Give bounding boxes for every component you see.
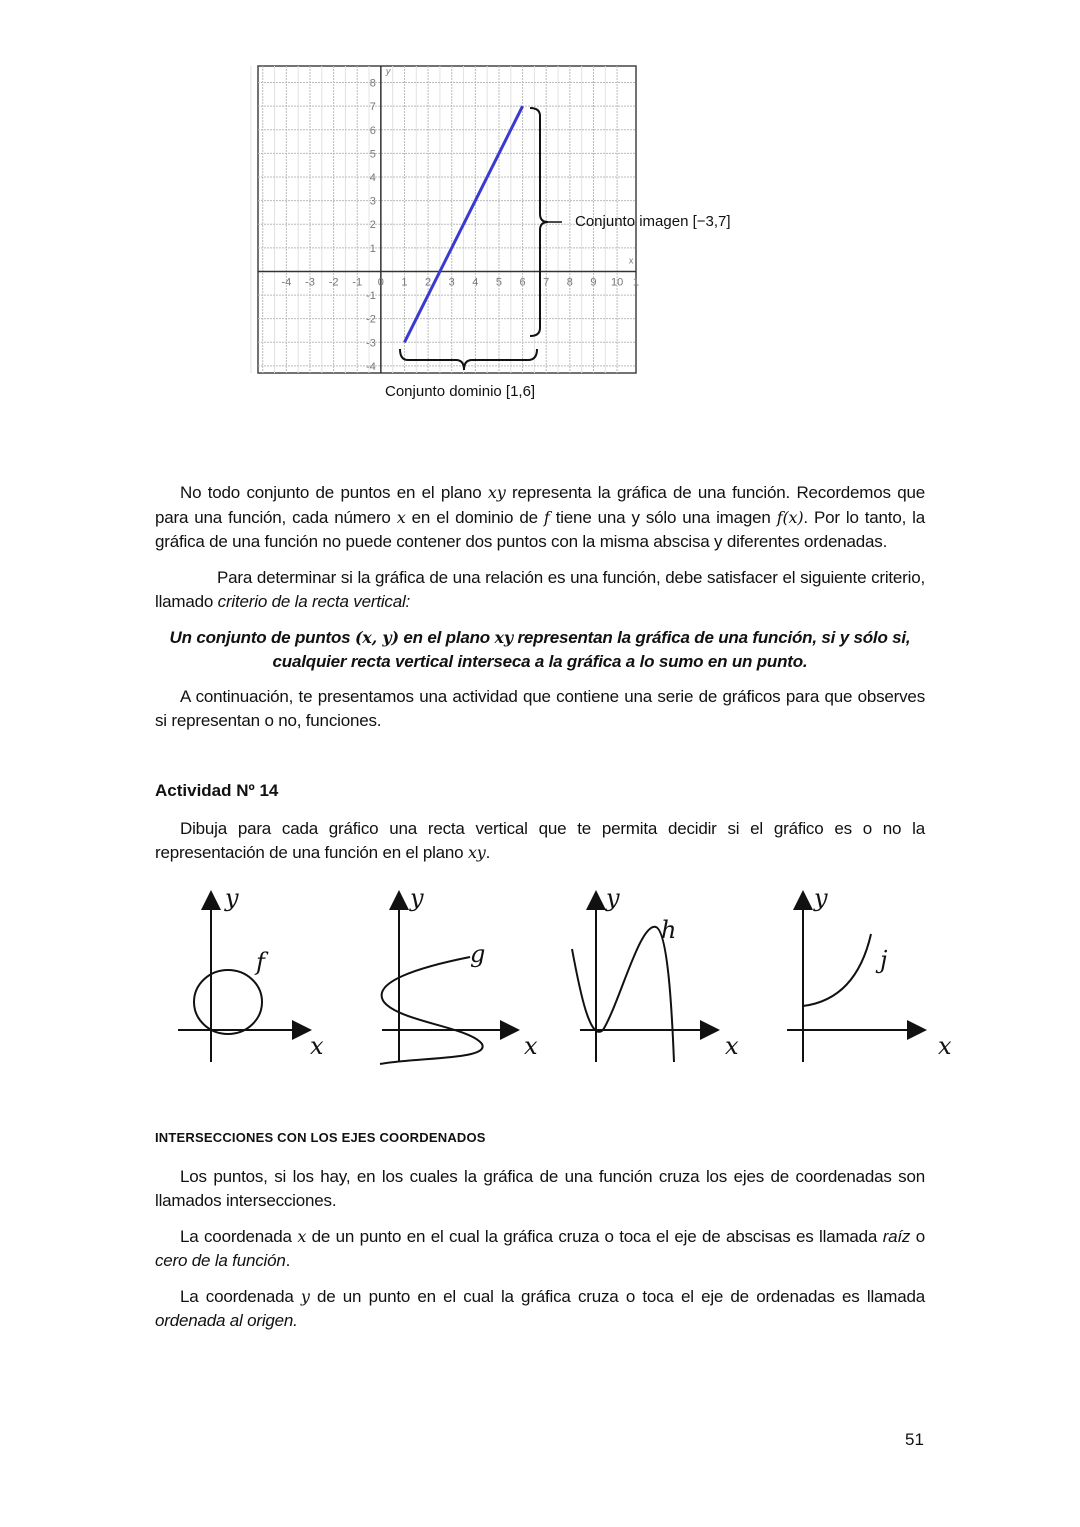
graph-g-xlabel: x [524,1031,538,1060]
x-tick-label: 9 [590,276,597,289]
x-tick-label: 6 [519,276,526,289]
curve-g [380,957,483,1064]
graph-f [178,894,308,1062]
paragraph-function-definition: No todo conjunto de puntos en el plano xy representa la gráfica de una función. Recordemos que para una función, cada número x en el dominio de f tiene una y sólo una imagen f(x). Por lo tanto, la gráfica de una función no puede contener dos puntos con la misma abscisa y diferentes ordenadas. [155,483,926,551]
domain-label: Conjunto dominio [1,6] [385,383,536,400]
y-tick-label: 7 [369,101,376,114]
graph-j [787,894,923,1062]
x-tick-label: -1 [352,276,363,289]
vertical-line-criterion: Un conjunto de puntos (x, y) en el plano xy representan la gráfica de una función, si y sólo si, cualquier recta vertical interseca a la gráfica a lo sumo en un punto. [169,627,911,671]
x-tick-label: 7 [543,276,550,289]
y-tick-label: -4 [366,360,376,373]
graph-g-name: g [470,939,486,968]
page-number: 51 [905,1430,924,1449]
paragraph-criterion-intro: Para determinar si la gráfica de una relación es una función, debe satisfacer el siguiente criterio, llamado criterio de la recta vertical: [155,567,925,611]
section-title: INTERSECCIONES CON LOS EJES COORDENADOS [155,1129,486,1145]
y-tick-label: 5 [369,148,376,161]
graph-f-xlabel: x [310,1031,324,1060]
y-tick-label: 4 [369,171,376,184]
graph-f-ylabel: y [225,883,239,912]
x-tick-label: 4 [472,276,479,289]
x-tick-label: 3 [448,276,455,289]
graph-j-ylabel: y [814,883,828,912]
graph-h-ylabel: y [606,883,620,912]
text-flow [155,481,952,1334]
x-tick-label: 2 [425,276,432,289]
graph-h-name: h [661,915,677,944]
x-tick-label: -2 [328,276,339,289]
y-tick-label: -3 [366,337,376,350]
domain-range-chart [0,0,1080,410]
graph-j-xlabel: x [938,1031,952,1060]
activity-instructions: Dibuja para cada gráfico una recta vertical que te permita decidir si el gráfico es o no la representación de una función en el plano xy. [155,818,925,862]
graph-j-name: j [880,945,888,974]
y-tick-label: 2 [369,219,376,232]
x-tick-label: 1 [401,276,408,289]
paragraph-y-intercept: La coordenada y de un punto en el cual la gráfica cruza o toca el eje de ordenadas es llamada ordenada al origen. [155,1286,926,1330]
y-tick-label: 3 [369,195,376,208]
paragraph-root: La coordenada x de un punto en el cual la gráfica cruza o toca el eje de abscisas es llamada raíz o cero de la función. [155,1226,925,1270]
graph-h-xlabel: x [725,1031,739,1060]
curve-f [194,970,262,1034]
curve-h [572,926,674,1061]
x-tick-label: 0 [377,276,384,289]
y-tick-label: 8 [369,77,376,90]
paragraph-intersections: Los puntos, si los hay, en los cuales la gráfica de una función cruza los ejes de coordenadas son llamados intersecciones. [155,1166,925,1210]
x-tick-label: -4 [281,276,292,289]
x-tick-label: 10 [610,276,624,289]
y-tick-label: 6 [369,124,376,137]
y-tick-label: -2 [366,313,376,326]
x-tick-label: 5 [495,276,503,289]
y-tick-label: 1 [369,242,376,255]
x-axis-label: x [628,255,634,266]
x-tick-label: -3 [305,276,315,289]
graph-h [572,894,716,1062]
y-tick-label: -1 [366,290,376,303]
image-label: Conjunto imagen [−3,7] [575,213,731,230]
x-tick-label: 8 [566,276,573,289]
graph-g-ylabel: y [410,883,424,912]
activity-title: Actividad Nº 14 [155,780,279,800]
y-axis-label: y [385,66,391,76]
paragraph-activity-intro: A continuación, te presentamos una actividad que contiene una serie de gráficos para que observes si representan o no, funciones. [155,686,925,730]
graph-g [380,894,516,1064]
curve-j [803,934,871,1006]
activity-graphs [0,872,1080,1072]
graph-f-name: f [256,947,265,976]
x-tick-label: 1 [632,276,640,289]
